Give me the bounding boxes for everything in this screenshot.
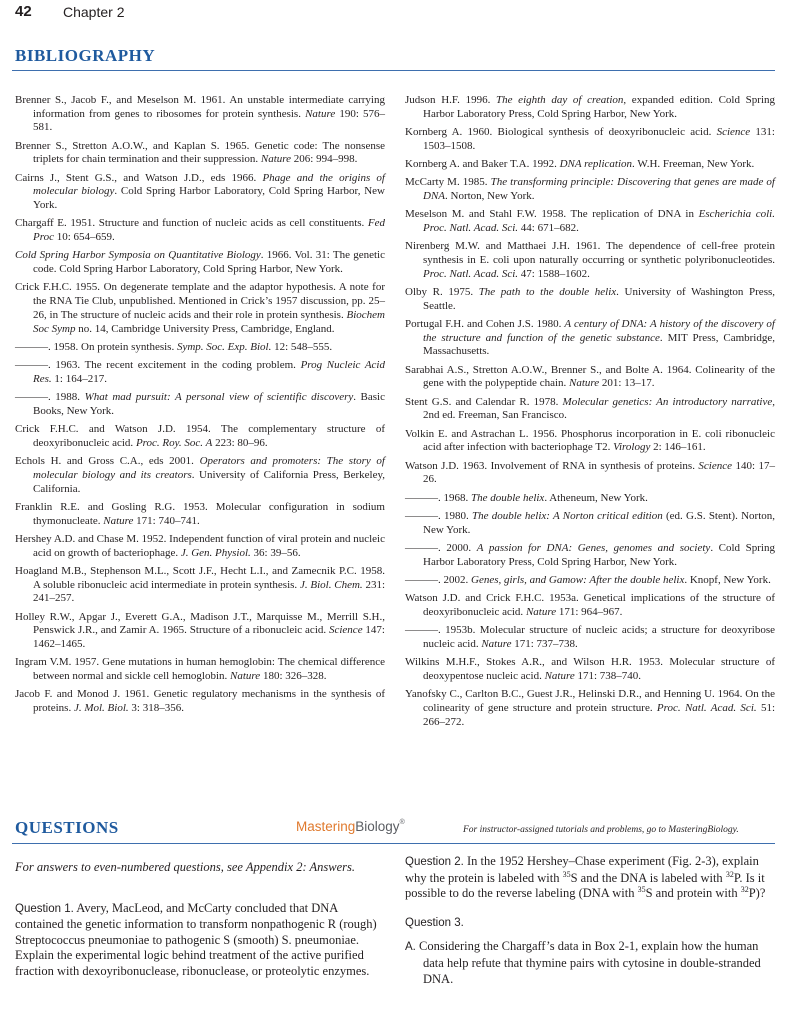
reference-entry	[15, 94, 385, 135]
question-3a-label: A.	[405, 941, 416, 954]
reference-entry	[15, 501, 385, 528]
reference-it: Genes, girls, and Gamow: After the double helix	[471, 574, 685, 586]
reference-it: Phage and the origins of molecular biology	[33, 171, 385, 198]
reference-pre: Franklin R.E. and Gosling R.G. 1953. Molecular configuration in sodium thymonucleate.	[15, 500, 385, 527]
questions-title: QUESTIONS	[15, 818, 119, 837]
reference-it: J. Gen. Physiol.	[180, 546, 251, 559]
reference-post: 171: 738–740.	[574, 670, 642, 682]
isotope-32-b: 32	[740, 885, 749, 895]
reference-pre: Watson J.D. 1963. Involvement of RNA in synthesis of proteins.	[405, 459, 699, 472]
reference-entry	[405, 126, 775, 153]
reference-it: Escherichia coli. Proc. Natl. Acad. Sci.	[423, 208, 775, 234]
reference-post: . 1966. Vol. 31: The genetic code. Cold Spring Harbor Laboratory, Cold Spring Harbor, New York.	[33, 249, 385, 276]
isotope-35-a: 35	[562, 869, 571, 879]
reference-post: . Basic Books, New York.	[33, 391, 385, 417]
reference-pre: Wilkins M.H.F., Stokes A.R., and Wilson H.R. 1953. Molecular structure of deoxypentose nucleic acid.	[405, 656, 775, 682]
reference-pre: ———. 1963. The recent excitement in the coding problem.	[15, 359, 301, 372]
reference-pre: Watson J.D. and Crick F.H.C. 1953a. Genetical implications of the structure of deoxyribonucleic acid.	[405, 592, 775, 618]
reference-it: DNA replication	[559, 158, 633, 170]
reference-pre: Brenner S., Jacob F., and Meselson M. 1961. An unstable intermediate carrying information from genes to ribosomes for protein synthesis.	[15, 94, 385, 120]
reference-it: What mad pursuit: A personal view of scientific discovery	[84, 391, 354, 404]
reference-pre: Sarabhai A.S., Stretton A.O.W., Brenner S., and Bolte A. 1964. Colinearity of the gene with the polypeptide chain.	[405, 363, 775, 390]
reference-it: A century of DNA: A history of the discovery of the structure and function of the genetic substance	[423, 318, 775, 344]
reference-entry	[15, 533, 385, 560]
reference-post: . MIT Press, Cambridge, Massachusetts.	[423, 331, 775, 358]
reference-it: Nature	[260, 153, 292, 166]
reference-entry	[15, 656, 385, 683]
reference-entry	[15, 217, 385, 244]
reference-post: 12: 548–555.	[271, 340, 333, 353]
reference-pre: Crick F.H.C. and Watson J.D. 1954. The complementary structure of deoxyribonucleic acid.	[15, 423, 385, 449]
reference-pre: Kornberg A. 1960. Biological synthesis of deoxyribonucleic acid.	[405, 126, 717, 138]
reference-entry	[405, 542, 775, 569]
reference-pre: Judson H.F. 1996.	[405, 94, 497, 106]
reference-pre: Yanofsky C., Carlton B.C., Guest J.R., Helinski D.R., and Henning U. 1964. On the colinearity of gene structure and protein structure.	[405, 688, 775, 714]
reference-pre: ———. 2000.	[405, 542, 477, 554]
reference-it: Proc. Roy. Soc. A	[135, 436, 213, 449]
reference-pre: Crick F.H.C. 1955. On degenerate template and the adaptor hypothesis. A note for the RNA Tie Club, unpublished. Mentioned in Crick’s 1957 discussion, pp. 25–26, in The structure of nucleic acids and their role in protein synthesis.	[15, 281, 385, 321]
reference-entry	[15, 359, 385, 386]
reference-post: . Norton, New York.	[445, 190, 535, 202]
reference-it: Molecular genetics: An introductory narrative	[562, 395, 773, 408]
reference-it: Nature	[544, 670, 575, 682]
mastering-biology-logo	[296, 819, 405, 834]
answers-note: For answers to even-numbered questions, see Appendix 2: Answers.	[15, 860, 355, 874]
reference-post: no. 14, Cambridge University Press, Cambridge, England.	[75, 322, 335, 335]
reference-it: Nature	[481, 638, 512, 650]
reference-it: Prog Nucleic Acid Res.	[33, 359, 385, 385]
questions-rule	[12, 843, 775, 844]
reference-it: Proc. Natl. Acad. Sci.	[656, 702, 757, 714]
question-2	[405, 854, 775, 902]
reference-pre: Jacob F. and Monod J. 1961. Genetic regulatory mechanisms in the synthesis of proteins.	[15, 688, 385, 714]
reference-entry	[405, 574, 775, 588]
reference-post: 171: 737–738.	[511, 638, 578, 650]
reference-pre: Hoagland M.B., Stephenson M.L., Scott J.F., Hecht L.I., and Zamecnik P.C. 1958. A soluble ribonucleic acid intermediate in protein synthesis.	[15, 564, 385, 591]
reference-pre: Echols H. and Gross C.A., eds 2001.	[15, 455, 200, 468]
reference-entry	[405, 492, 775, 506]
reference-post: 190: 576–581.	[33, 107, 385, 134]
reference-pre: Kornberg A. and Baker T.A. 1992.	[405, 158, 560, 170]
reference-pre: McCarty M. 1985.	[405, 176, 491, 189]
reference-it: Science	[716, 126, 751, 138]
reference-post: , 2nd ed. Freeman, San Francisco.	[423, 395, 775, 422]
reference-pre: ———. 2002.	[405, 574, 471, 586]
question-3a	[405, 939, 775, 987]
reference-post: 131: 1503–1508.	[423, 126, 775, 152]
reference-pre: Holley R.W., Apgar J., Everett G.A., Madison J.T., Marquisse M., Merrill S.H., Penswick J.R., and Zamir A. 1965. Structure of a ribonucleic acid.	[15, 610, 385, 637]
reference-pre: Nirenberg M.W. and Matthaei J.H. 1961. The dependence of cell-free protein synthesis in E. coli upon naturally occurring or synthetic polyribonucleotides.	[405, 240, 775, 266]
reference-post: 180: 326–328.	[260, 669, 327, 682]
reference-entry	[405, 158, 775, 172]
reference-it: Proc. Natl. Acad. Sci.	[423, 267, 519, 280]
reference-entry	[15, 688, 385, 715]
reference-it: Nature	[305, 107, 336, 120]
question-2-label: Question 2.	[405, 856, 464, 868]
reference-post: , expanded edition. Cold Spring Harbor Laboratory Press, Cold Spring Harbor, New York.	[423, 94, 776, 120]
reference-pre: ———. 1988.	[15, 391, 85, 404]
questions-right-column	[405, 854, 775, 987]
reference-post: . Cold Spring Harbor Laboratory, Cold Spring Harbor, New York.	[33, 185, 385, 212]
reference-it: J. Biol. Chem.	[299, 578, 363, 591]
reference-post: 10: 654–659.	[53, 231, 115, 244]
reference-it: J. Mol. Biol.	[73, 701, 129, 714]
question-2-part-a: In the 1952 Hershey–Chase experiment (Fig. 2-3), explain why the protein is labeled with	[405, 854, 759, 885]
reference-post: 201: 13–17.	[599, 377, 655, 390]
mastering-note: For instructor-assigned tutorials and problems, go to MasteringBiology.	[463, 825, 739, 835]
reference-entry	[15, 249, 385, 276]
reference-post: 231: 241–257.	[33, 578, 385, 605]
reference-pre: ———. 1980.	[405, 510, 472, 522]
reference-entry	[15, 172, 385, 213]
reference-pre: Hershey A.D. and Chase M. 1952. Independent function of viral protein and nucleic acid on growth of bacteriophage.	[15, 532, 385, 559]
reference-it: Symp. Soc. Exp. Biol.	[176, 340, 272, 353]
isotope-35-b: 35	[637, 885, 646, 895]
page-number: 42	[15, 3, 32, 20]
reference-it: Biochem Soc Symp	[33, 308, 385, 335]
reference-pre: ———. 1968.	[405, 491, 471, 504]
logo-biology: Biology	[355, 819, 400, 834]
reference-entry	[405, 510, 775, 537]
reference-entry	[15, 391, 385, 418]
reference-post: 140: 17–26.	[423, 459, 775, 486]
reference-post: 3: 318–356.	[128, 701, 184, 714]
reference-entry	[405, 364, 775, 391]
reference-entry	[405, 94, 775, 121]
reference-entry	[405, 396, 775, 423]
bibliography-title: BIBLIOGRAPHY	[15, 46, 156, 65]
reference-entry	[405, 656, 775, 683]
reference-entry	[15, 565, 385, 606]
question-3a-text: Considering the Chargaff’s data in Box 2-1, explain how the human data help refute that thymine pairs with cytosine in double-stranded DNA.	[415, 939, 761, 986]
reference-post: . Cold Spring Harbor Laboratory Press, Cold Spring Harbor, New York.	[423, 542, 775, 568]
question-2-part-d: S and protein with	[645, 886, 741, 901]
reference-it: Science	[328, 624, 363, 637]
bibliography-right-column	[405, 94, 775, 734]
reference-post: 171: 740–741.	[133, 514, 200, 527]
reference-entry	[15, 423, 385, 450]
reference-pre: Volkin E. and Astrachan L. 1956. Phosphorus incorporation in E. coli ribonucleic acid after infection with bacteriophage T2.	[405, 427, 775, 454]
reference-it: The path to the double helix	[478, 286, 617, 298]
reference-it: Fed Proc	[33, 217, 385, 244]
reference-post: 206: 994–998.	[291, 153, 358, 166]
questions-left-column	[15, 860, 382, 980]
reference-post: 44: 671–682.	[518, 222, 579, 234]
reference-entry	[15, 455, 385, 496]
question-1	[15, 901, 382, 980]
bibliography-rule	[12, 70, 775, 71]
reference-it: Operators and promoters: The story of molecular biology and its creators	[33, 455, 385, 481]
reference-pre: ———. 1958. On protein synthesis.	[15, 340, 177, 353]
question-1-text: Avery, MacLeod, and McCarty concluded that DNA contained the genetic information to transform nonpathogenic R (rough) Streptococcus pneumoniae to pathogenic S (smooth) S. pneumoniae. Explain the experimental logic behind treatment of the active purified fraction with dexoyribonuclease, ribonuclease, or proteolytic enzymes.	[15, 900, 377, 978]
question-2-part-c: P. Is it possible to do the reverse labeling (DNA with	[405, 870, 765, 901]
reference-pre: Portugal F.H. and Cohen J.S. 1980.	[405, 318, 565, 330]
reference-post: (ed. G.S. Stent). Norton, New York.	[423, 510, 775, 536]
reference-it: The double helix	[471, 491, 545, 504]
question-2-part-e: P)?	[748, 886, 766, 901]
question-1-label: Question 1.	[15, 902, 74, 915]
reference-post: . Atheneum, New York.	[544, 491, 648, 504]
reference-it: A passion for DNA: Genes, genomes and society	[476, 542, 711, 554]
reference-post: 223: 80–96.	[212, 436, 268, 449]
isotope-32-a: 32	[725, 869, 734, 879]
reference-post: 51: 266–272.	[423, 702, 775, 728]
chapter-label: Chapter 2	[63, 4, 125, 20]
reference-it: The eighth day of creation	[496, 94, 624, 106]
reference-post: 36: 39–56.	[250, 546, 301, 559]
question-3-label: Question 3.	[405, 916, 464, 929]
reference-entry	[405, 688, 775, 729]
logo-registered: ®	[399, 819, 405, 826]
reference-entry	[15, 341, 385, 355]
reference-pre: Brenner S., Stretton A.O.W., and Kaplan S. 1965. Genetic code: The nonsense triplets for chain termination and their suppression.	[15, 139, 385, 166]
reference-it: The double helix: A Norton critical edition	[471, 510, 663, 522]
reference-pre: Chargaff E. 1951. Structure and function of nucleic acids as cell constituents.	[15, 217, 368, 230]
reference-it: Cold Spring Harbor Symposia on Quantitative Biology	[15, 249, 261, 262]
reference-pre: Stent G.S. and Calendar R. 1978.	[405, 395, 563, 408]
reference-post: . W.H. Freeman, New York.	[632, 158, 755, 170]
reference-entry	[405, 208, 775, 235]
reference-entry	[405, 318, 775, 359]
reference-pre: Olby R. 1975.	[405, 286, 479, 298]
reference-it: The transforming principle: Discovering that genes are made of DNA	[423, 176, 775, 202]
reference-post: 2: 146–161.	[650, 441, 706, 454]
bibliography-left-column	[15, 94, 385, 720]
reference-entry	[15, 140, 385, 167]
reference-post: . University of California Press, Berkeley, California.	[33, 468, 385, 495]
reference-post: 171: 964–967.	[556, 606, 623, 618]
reference-pre: Ingram V.M. 1957. Gene mutations in human hemoglobin: The chemical difference between normal and sickle cell hemoglobin.	[15, 656, 385, 682]
reference-post: 147: 1462–1465.	[33, 624, 385, 650]
reference-it: Nature	[103, 514, 134, 527]
reference-post: . Knopf, New York.	[684, 574, 771, 586]
reference-entry	[405, 286, 775, 313]
reference-pre: ———. 1953b. Molecular structure of nucleic acids; a structure for deoxyribose nucleic acid.	[405, 624, 775, 650]
reference-entry	[405, 240, 775, 281]
reference-entry	[405, 624, 775, 651]
reference-it: Nature	[525, 606, 557, 618]
reference-post: 47: 1588–1602.	[518, 267, 590, 280]
reference-it: Nature	[569, 377, 600, 390]
reference-pre: Cairns J., Stent G.S., and Watson J.D., eds 1966.	[15, 171, 263, 184]
reference-entry	[15, 281, 385, 336]
reference-entry	[405, 428, 775, 455]
reference-post: . University of Washington Press, Seattle.	[423, 286, 776, 312]
reference-entry	[405, 176, 775, 203]
reference-entry	[405, 460, 775, 487]
reference-entry	[15, 611, 385, 652]
reference-pre: Meselson M. and Stahl F.W. 1958. The replication of DNA in	[405, 208, 699, 221]
reference-post: 1: 164–217.	[51, 372, 107, 385]
reference-it: Nature	[230, 669, 261, 682]
logo-mastering: Mastering	[296, 819, 356, 834]
reference-it: Science	[698, 459, 733, 472]
reference-entry	[405, 592, 775, 619]
question-2-part-b: S and the DNA is labeled with	[570, 870, 726, 885]
reference-it: Virology	[613, 441, 651, 454]
